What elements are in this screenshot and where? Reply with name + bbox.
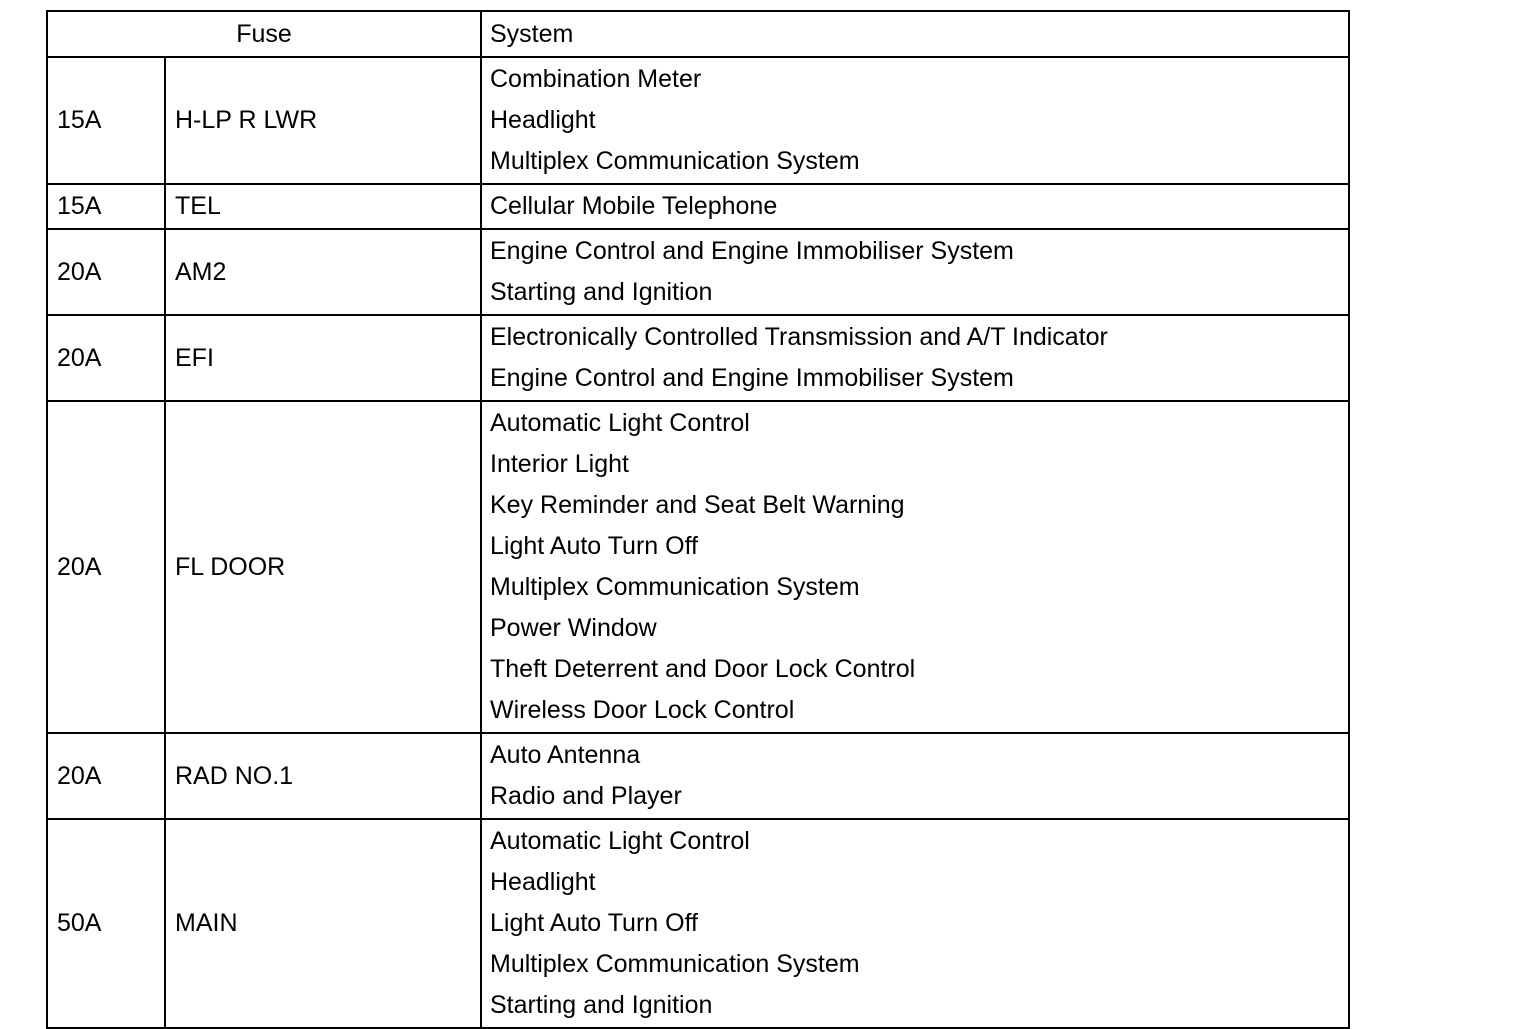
system-item: Interior Light	[490, 450, 629, 478]
table-row	[47, 57, 1349, 184]
table-row	[47, 184, 1349, 229]
system-item: Headlight	[490, 106, 596, 134]
system-item: Cellular Mobile Telephone	[490, 192, 778, 220]
system-item: Electronically Controlled Transmission and A/T Indicator	[490, 323, 1108, 351]
table-row	[47, 819, 1349, 1028]
system-item: Combination Meter	[490, 65, 702, 93]
fuse-name: EFI	[165, 315, 481, 401]
fuse-amperage: 20A	[47, 229, 165, 315]
fuse-amperage: 15A	[47, 184, 165, 229]
system-item: Multiplex Communication System	[490, 147, 860, 175]
fuse-name: FL DOOR	[165, 401, 481, 733]
fuse-amperage: 15A	[47, 57, 165, 184]
system-list	[481, 229, 1349, 315]
system-item: Starting and Ignition	[490, 991, 713, 1019]
system-item: Radio and Player	[490, 782, 682, 810]
table-row	[47, 401, 1349, 733]
system-column-header: System	[481, 11, 1349, 57]
system-item: Light Auto Turn Off	[490, 909, 699, 937]
fuse-name: RAD NO.1	[165, 733, 481, 819]
system-item: Starting and Ignition	[490, 278, 713, 306]
fuse-amperage: 20A	[47, 733, 165, 819]
system-item: Wireless Door Lock Control	[490, 696, 795, 724]
system-list	[481, 733, 1349, 819]
system-item: Power Window	[490, 614, 657, 642]
system-item: Light Auto Turn Off	[490, 532, 699, 560]
fuse-name: TEL	[165, 184, 481, 229]
table-row	[47, 315, 1349, 401]
system-list	[481, 57, 1349, 184]
fuse-name: H-LP R LWR	[165, 57, 481, 184]
system-list	[481, 315, 1349, 401]
system-item: Headlight	[490, 868, 596, 896]
system-list	[481, 401, 1349, 733]
table-row	[47, 229, 1349, 315]
fuse-amperage: 50A	[47, 819, 165, 1028]
system-item: Theft Deterrent and Door Lock Control	[490, 655, 916, 683]
fuse-name: MAIN	[165, 819, 481, 1028]
fuse-table	[46, 10, 1350, 1029]
system-list	[481, 819, 1349, 1028]
fuse-name: AM2	[165, 229, 481, 315]
system-item: Auto Antenna	[490, 741, 641, 769]
system-item: Engine Control and Engine Immobiliser System	[490, 237, 1014, 265]
fuse-amperage: 20A	[47, 315, 165, 401]
table-row	[47, 733, 1349, 819]
system-list	[481, 184, 1349, 229]
fuse-amperage: 20A	[47, 401, 165, 733]
system-item: Engine Control and Engine Immobiliser System	[490, 364, 1014, 392]
system-item: Multiplex Communication System	[490, 950, 860, 978]
system-item: Multiplex Communication System	[490, 573, 860, 601]
fuse-table-body	[47, 57, 1349, 1028]
system-item: Automatic Light Control	[490, 827, 750, 855]
fuse-column-header: Fuse	[47, 11, 481, 57]
system-item: Automatic Light Control	[490, 409, 750, 437]
system-item: Key Reminder and Seat Belt Warning	[490, 491, 905, 519]
header-row	[47, 11, 1349, 57]
